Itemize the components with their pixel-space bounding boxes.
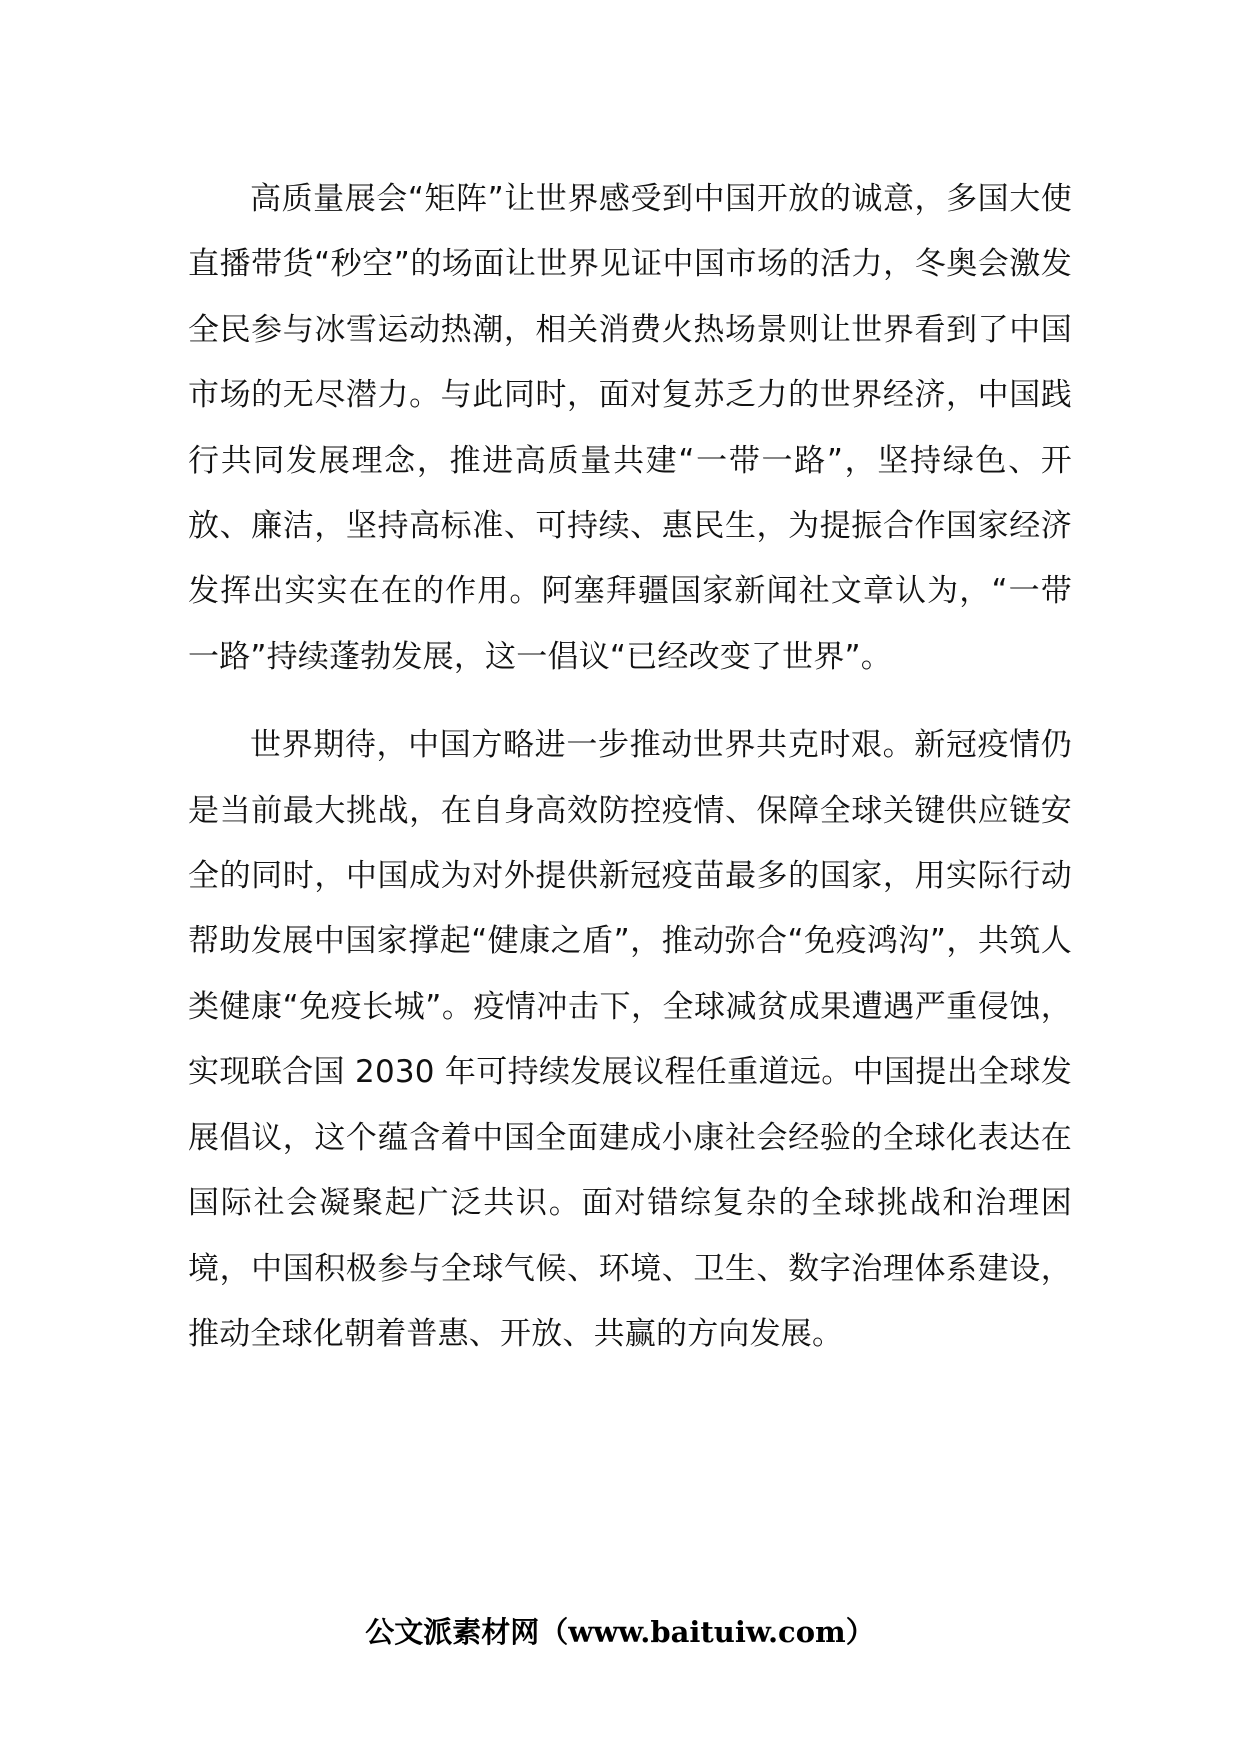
paragraph-2: 世界期待，中国方略进一步推动世界共克时艰。新冠疫情仍是当前最大挑战，在自身高效防控疫情、保障全球关键供应链安全的同时，中国成为对外提供新冠疫苗最多的国家，用实际行动帮助发展中国家撑起“健康之盾”，推动弥合“免疫鸿沟”，共筑人类健康“免疫长城”。疫情冲击下，全球减贫成果遭遇严重侵蚀，实现联合国 2030 年可持续发展议程任重道远。中国提出全球发展倡议，这个蕴含着中国全面建成小康社会经验的全球化表达在国际社会凝聚起广泛共识。面对错综复杂的全球挑战和治理困境，中国积极参与全球气候、环境、卫生、数字治理体系建设，推动全球化朝着普惠、开放、共赢的方向发展。 bbox=[188, 727, 1072, 1352]
footer-watermark: 公文派素材网（www.baituiw.com） bbox=[365, 1615, 875, 1649]
article-body bbox=[188, 167, 1072, 1367]
paragraph-1: 高质量展会“矩阵”让世界感受到中国开放的诚意，多国大使直播带货“秒空”的场面让世界见证中国市场的活力，冬奥会激发全民参与冰雪运动热潮，相关消费火热场景则让世界看到了中国市场的无尽潜力。与此同时，面对复苏乏力的世界经济，中国践行共同发展理念，推进高质量共建“一带一路”，坚持绿色、开放、廉洁，坚持高标准、可持续、惠民生，为提振合作国家经济发挥出实实在在的作用。阿塞拜疆国家新闻社文章认为，“一带一路”持续蓬勃发展，这一倡议“已经改变了世界”。 bbox=[188, 181, 1072, 675]
